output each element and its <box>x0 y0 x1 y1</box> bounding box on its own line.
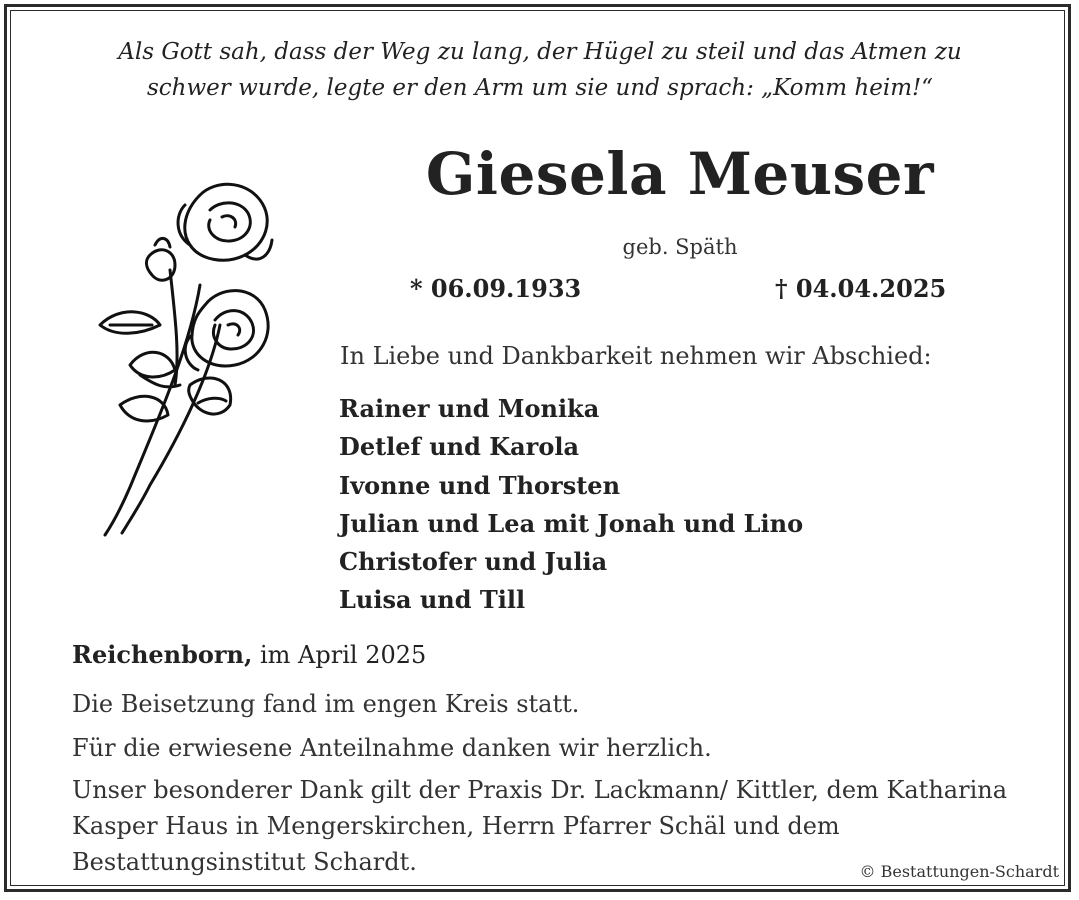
family-member: Rainer und Monika <box>339 394 600 423</box>
memorial-quote <box>60 34 1020 106</box>
place-town: Reichenborn, <box>72 640 253 669</box>
family-list <box>339 390 803 620</box>
copyright-notice: © Bestattungen-Schardt <box>859 862 1059 881</box>
thanks-note: Für die erwiesene Anteilnahme danken wir herzlich. <box>72 734 712 762</box>
farewell-text: In Liebe und Dankbarkeit nehmen wir Abschied: <box>340 342 932 370</box>
family-member: Christofer und Julia <box>339 547 608 577</box>
family-member: Ivonne und Thorsten <box>339 470 621 500</box>
birth-name: geb. Späth <box>622 235 738 259</box>
family-member: Detlef und Karola <box>339 432 579 462</box>
quote-line-1: Als Gott sah, dass der Weg zu lang, der Hügel zu steil und das Atmen zu <box>118 39 962 65</box>
burial-note: Die Beisetzung fand im engen Kreis statt. <box>72 690 580 718</box>
special-thanks: Unser besonderer Dank gilt der Praxis Dr. Lackmann/ Kittler, dem Katharina Kasper Haus in Mengerskirchen, Herrn Pfarrer Schäl und dem Bestattungsinstitut Schardt. <box>72 776 1008 876</box>
birth-date: * 06.09.1933 <box>410 274 582 303</box>
quote-line-2: schwer wurde, legte er den Arm um sie und sprach: „Komm heim!“ <box>146 75 934 101</box>
rose-icon <box>80 175 280 545</box>
family-member: Luisa und Till <box>339 585 526 615</box>
place-date-line <box>72 640 426 669</box>
deceased-name: Giesela Meuser <box>425 140 935 208</box>
death-date: † 04.04.2025 <box>775 274 947 303</box>
family-member: Julian und Lea mit Jonah und Lino <box>339 508 804 538</box>
place-date: im April 2025 <box>252 641 427 669</box>
